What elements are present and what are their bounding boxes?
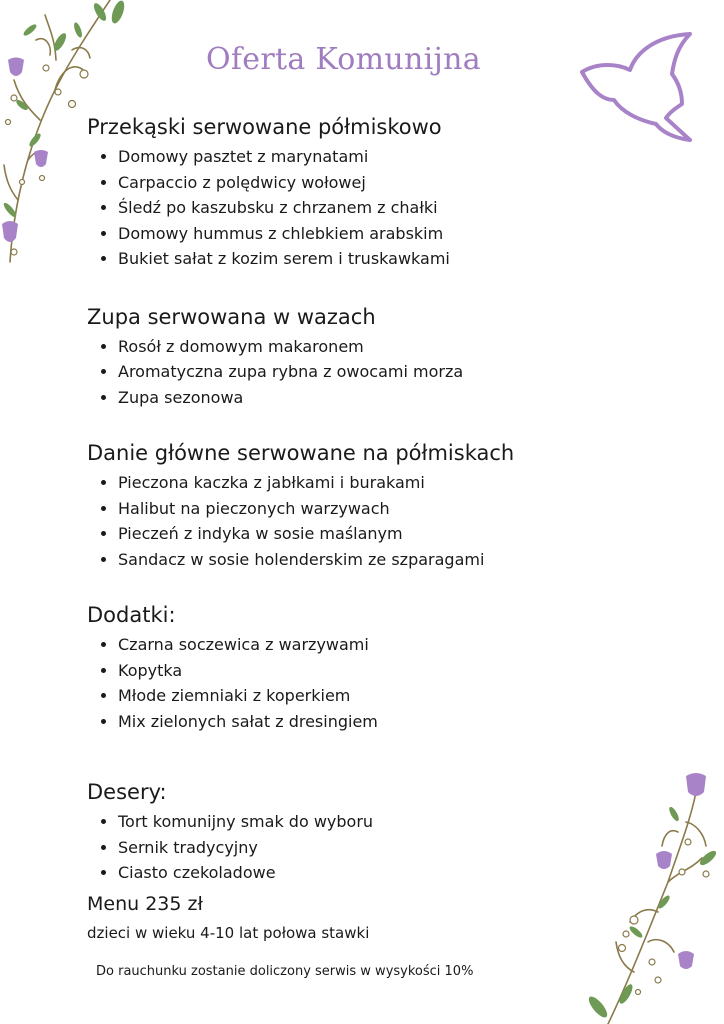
list-item: • Halibut na pieczonych warzywach	[118, 496, 647, 522]
item-list	[87, 144, 647, 272]
menu-section-sides	[87, 600, 647, 734]
list-item: • Rosół z domowym makaronem	[118, 334, 647, 360]
list-item: • Zupa sezonowa	[118, 385, 647, 411]
floral-branch-icon	[578, 762, 724, 1024]
section-heading: Przekąski serwowane półmiskowo	[87, 115, 442, 139]
list-item: • Carpaccio z polędwicy wołowej	[118, 170, 647, 196]
page-title: Oferta Komunijna	[206, 42, 481, 77]
list-item: • Śledź po kaszubsku z chrzanem z chałki	[118, 195, 647, 221]
list-item: • Sernik tradycyjny	[118, 835, 647, 861]
list-item: • Pieczeń z indyka w sosie maślanym	[118, 521, 647, 547]
section-heading: Zupa serwowana w wazach	[87, 304, 376, 329]
list-item: • Domowy pasztet z marynatami	[118, 144, 647, 170]
list-item: • Mix zielonych sałat z dresingiem	[118, 709, 647, 735]
menu-section-main-course	[87, 438, 647, 572]
list-item: • Tort komunijny smak do wyboru	[118, 809, 647, 835]
menu-price: Menu 235 zł	[87, 893, 203, 915]
list-item: • Bukiet sałat z kozim serem i truskawkami	[118, 246, 647, 272]
menu-content	[87, 112, 647, 886]
list-item: • Kopytka	[118, 658, 647, 684]
list-item: • Ciasto czekoladowe	[118, 860, 647, 886]
list-item: • Domowy hummus z chlebkiem arabskim	[118, 221, 647, 247]
menu-section-appetizers	[87, 112, 647, 272]
list-item: • Młode ziemniaki z koperkiem	[118, 683, 647, 709]
service-charge-note: Do rauchunku zostanie doliczony serwis w wysykości 10%	[96, 964, 474, 979]
item-list	[87, 632, 647, 734]
menu-section-desserts	[87, 777, 647, 886]
section-heading: Danie główne serwowane na półmiskach	[87, 441, 515, 465]
section-heading: Dodatki:	[87, 603, 176, 627]
list-item: • Aromatyczna zupa rybna z owocami morza	[118, 359, 647, 385]
item-list	[87, 334, 647, 411]
item-list	[87, 470, 647, 572]
kids-price-note: dzieci w wieku 4-10 lat połowa stawki	[87, 924, 370, 942]
menu-section-soup	[87, 302, 647, 411]
item-list	[87, 809, 647, 886]
list-item: • Czarna soczewica z warzywami	[118, 632, 647, 658]
list-item: • Pieczona kaczka z jabłkami i burakami	[118, 470, 647, 496]
list-item: • Sandacz w sosie holenderskim ze szparagami	[118, 547, 647, 573]
section-heading: Desery:	[87, 780, 167, 804]
